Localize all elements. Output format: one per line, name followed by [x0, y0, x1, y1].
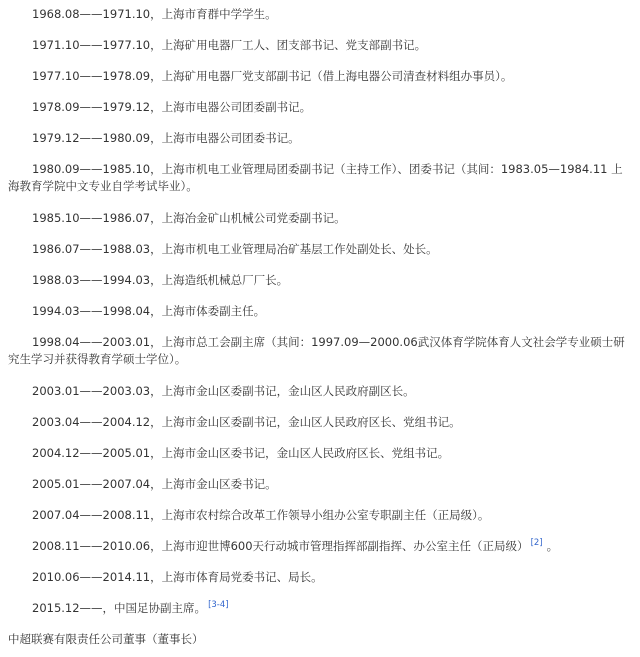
- reference-link[interactable]: [2]: [530, 538, 543, 549]
- career-entry: [8, 161, 630, 195]
- career-entry-text: 1985.10——1986.07，上海冶金矿山机械公司党委副书记。: [32, 211, 346, 225]
- career-entry-text: 1979.12——1980.09，上海市电器公司团委书记。: [32, 131, 300, 145]
- career-entry-text: 2005.01——2007.04，上海市金山区委书记。: [32, 477, 277, 491]
- career-entry-text: 1977.10——1978.09，上海矿用电器厂党支部副书记（借上海电器公司清查材料组办事员）。: [32, 69, 513, 83]
- career-entry: [8, 476, 630, 493]
- career-entry: [8, 130, 630, 147]
- career-entry-text: 2003.01——2003.03，上海市金山区委副书记，金山区人民政府副区长。: [32, 384, 415, 398]
- career-entry: [8, 383, 630, 400]
- career-entry: [8, 538, 630, 555]
- career-entry: [8, 414, 630, 431]
- career-entry-text: 1980.09——1985.10，上海市机电工业管理局团委副书记（主持工作）、团委书记（其间：1983.05—1984.11 上海教育学院中文专业自学考试毕业）。: [8, 162, 623, 193]
- career-entry-text: 1988.03——1994.03，上海造纸机械总厂厂长。: [32, 273, 289, 287]
- career-entry-text: 1994.03——1998.04，上海市体委副主任。: [32, 304, 266, 318]
- career-entry-tail: 。: [546, 539, 559, 553]
- career-entry-text: 2004.12——2005.01，上海市金山区委书记，金山区人民政府区长、党组书记。: [32, 446, 450, 460]
- career-entry-text: 2008.11——2010.06，上海市迎世博600天行动城市管理指挥部副指挥、办公室主任（正局级）: [32, 539, 529, 553]
- career-entry: [8, 600, 630, 617]
- career-entry-text: 2010.06——2014.11，上海市体育局党委书记、局长。: [32, 570, 323, 584]
- career-entry: [8, 241, 630, 258]
- career-entry: [8, 99, 630, 116]
- career-entry-text: 1971.10——1977.10，上海矿用电器厂工人、团支部书记、党支部副书记。: [32, 38, 427, 52]
- career-entry: [8, 507, 630, 524]
- career-entry-text: 1968.08——1971.10，上海市育群中学学生。: [32, 7, 277, 21]
- reference-link[interactable]: [3-4]: [208, 600, 229, 611]
- career-entry-text: 1986.07——1988.03，上海市机电工业管理局冶矿基层工作处副处长、处长。: [32, 242, 438, 256]
- career-entry: [8, 303, 630, 320]
- career-entry: [8, 334, 630, 368]
- career-entry: [8, 68, 630, 85]
- career-entry: [8, 210, 630, 227]
- career-entry: [8, 631, 630, 648]
- career-entry: [8, 272, 630, 289]
- career-entry-text: 2007.04——2008.11，上海市农村综合改革工作领导小组办公室专职副主任（正局级）。: [32, 508, 490, 522]
- career-entry: [8, 6, 630, 23]
- career-entry: [8, 569, 630, 586]
- career-entry: [8, 37, 630, 54]
- career-entry-text: 2015.12——，中国足协副主席。: [32, 601, 207, 615]
- career-entry-text: 1978.09——1979.12，上海市电器公司团委副书记。: [32, 100, 312, 114]
- career-entry-text: 中超联赛有限责任公司董事（董事长）: [8, 632, 204, 646]
- career-entry-text: 1998.04——2003.01，上海市总工会副主席（其间：1997.09—2000.06武汉体育学院体育人文社会学专业硕士研究生学习并获得教育学硕士学位）。: [8, 335, 625, 366]
- career-entry: [8, 445, 630, 462]
- career-entry-text: 2003.04——2004.12，上海市金山区委副书记，金山区人民政府区长、党组书记。: [32, 415, 461, 429]
